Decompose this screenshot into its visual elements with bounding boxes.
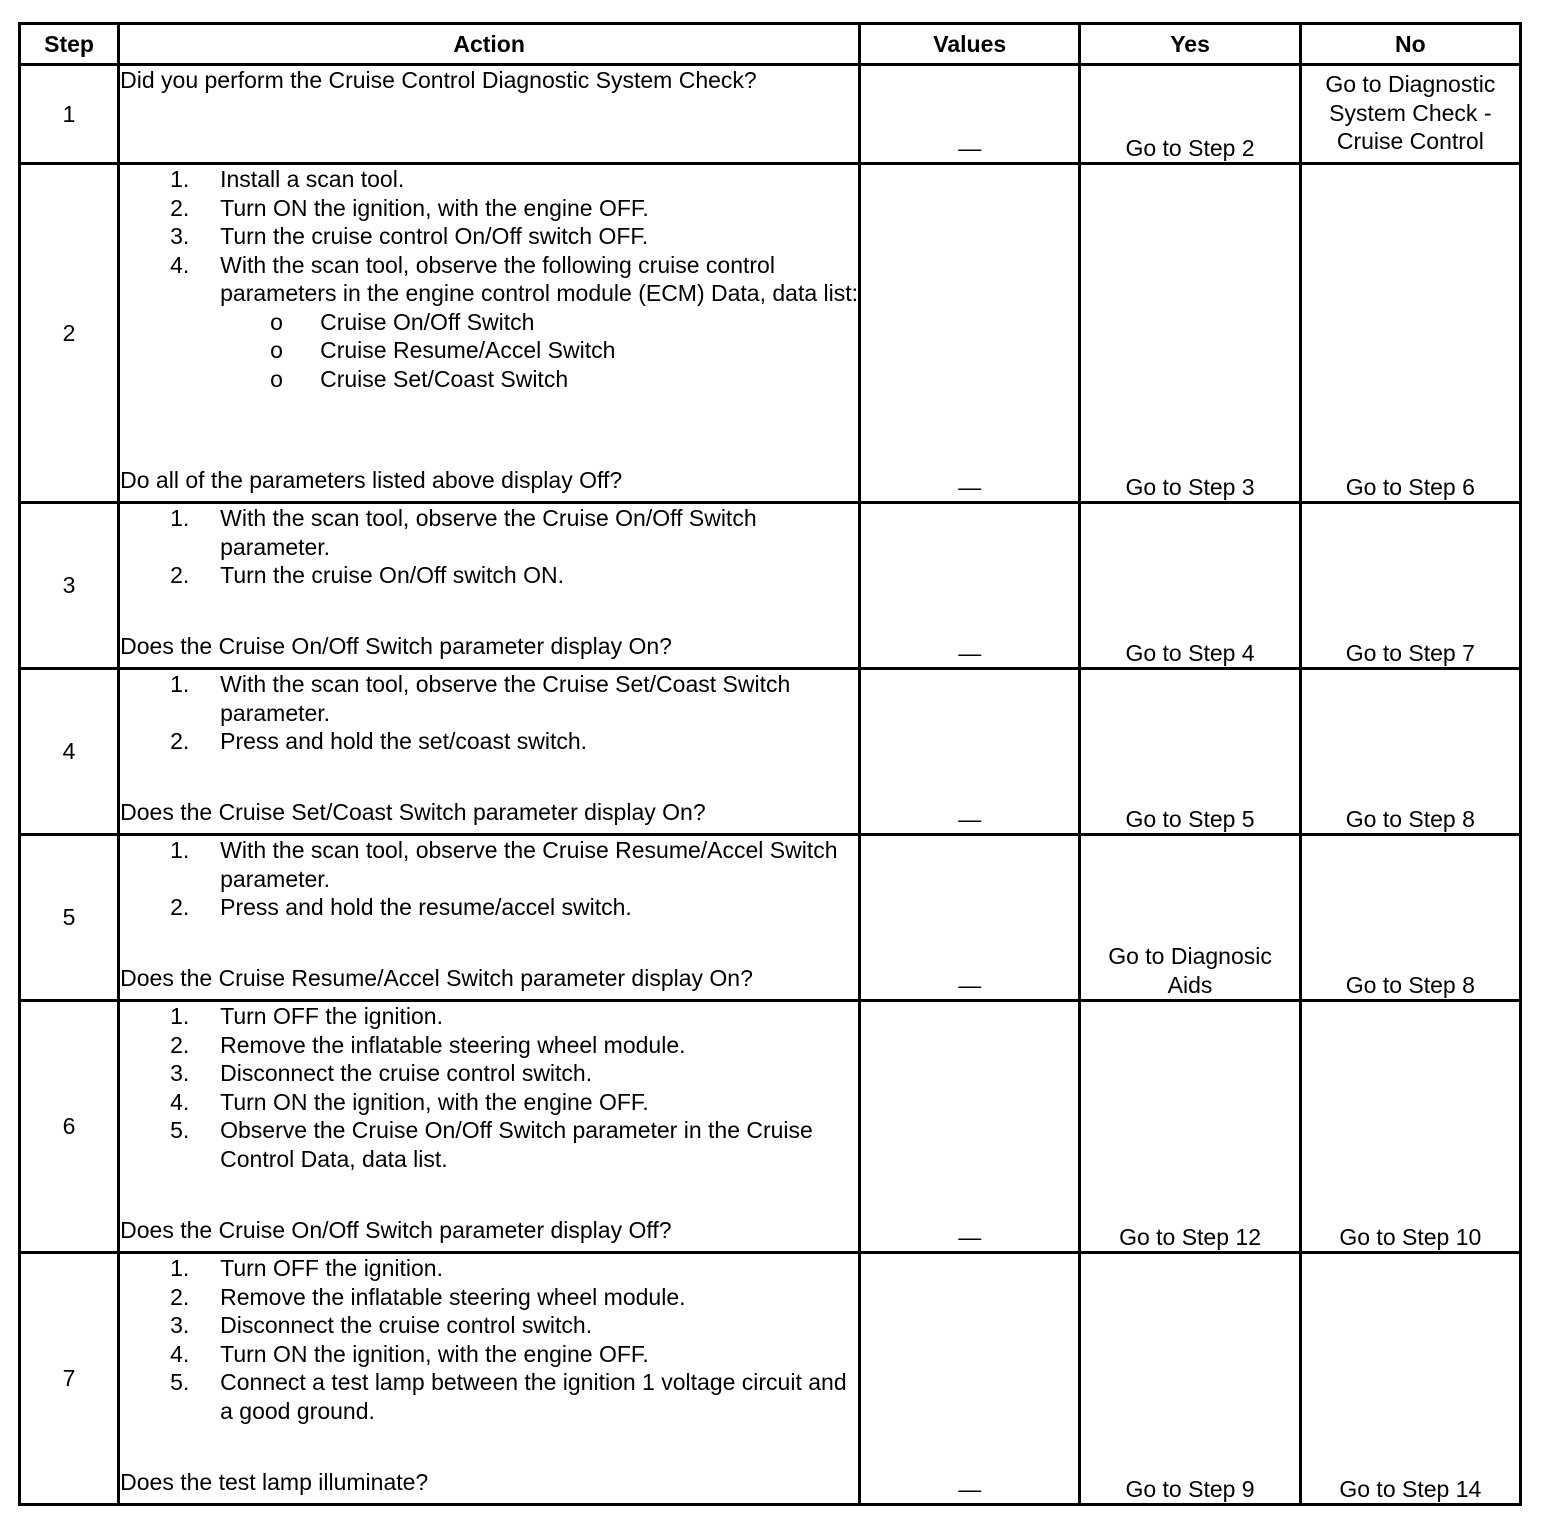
action-cell [119,835,860,1001]
action-cell [119,669,860,835]
action-step: 4. With the scan tool, observe the following cruise control parameters in the engine control module (ECM) Data, data list: [170,251,859,306]
action-step: 2. Turn ON the ignition, with the engine OFF. [170,194,649,221]
action-step: 4. Turn ON the ignition, with the engine OFF. [170,1340,649,1367]
table-row [20,503,1521,669]
action-step: 1. With the scan tool, observe the Cruise On/Off Switch parameter. [170,505,757,560]
action-question: Does the Cruise Resume/Accel Switch parameter display On? [120,964,753,991]
action-step: 1. Turn OFF the ignition. [170,1003,443,1029]
action-steps [120,670,858,756]
table-row [20,65,1521,164]
values-cell: — [860,65,1080,164]
action-step: 2. Remove the inflatable steering wheel module. [170,1283,686,1310]
action-question: Does the Cruise On/Off Switch parameter display On? [120,632,672,659]
no-cell: Go to Step 7 [1300,503,1520,669]
action-step: 3. Turn the cruise control On/Off switch OFF. [170,223,649,249]
table-row [20,669,1521,835]
parameter-item: o Cruise Resume/Accel Switch [270,337,616,363]
yes-cell: Go to Step 4 [1080,503,1300,669]
header-row [20,24,1521,65]
parameter-item: o Cruise Set/Coast Switch [270,365,569,392]
action-step: 2. Remove the inflatable steering wheel module. [170,1031,686,1058]
yes-cell: Go to Step 3 [1080,164,1300,503]
action-step: 1. Install a scan tool. [170,166,405,192]
no-cell: Go to Step 10 [1300,1001,1520,1253]
action-step: 2. Turn the cruise On/Off switch ON. [170,562,564,588]
yes-cell: Go to Step 9 [1080,1253,1300,1505]
action-cell [119,65,860,164]
values-cell: — [860,669,1080,835]
header-step: Step [20,24,119,65]
table-row [20,1253,1521,1505]
values-cell: — [860,503,1080,669]
header-yes: Yes [1080,24,1300,65]
action-steps [120,836,858,922]
action-steps [120,504,858,590]
step-number: 3 [20,503,119,669]
step-number: 6 [20,1001,119,1253]
action-step: 1. With the scan tool, observe the Cruise Set/Coast Switch parameter. [170,671,791,726]
action-step: 1. With the scan tool, observe the Cruise Resume/Accel Switch parameter. [170,837,838,892]
step-number: 4 [20,669,119,835]
action-question: Does the Cruise Set/Coast Switch parameter display On? [120,798,706,825]
header-values: Values [860,24,1080,65]
no-cell: Go to Step 6 [1300,164,1520,503]
no-cell: Go to Step 8 [1300,669,1520,835]
step-number: 2 [20,164,119,503]
action-step: 3. Disconnect the cruise control switch. [170,1312,593,1338]
no-cell: Go to Step 8 [1300,835,1520,1001]
action-cell [119,164,860,503]
action-cell [119,1253,860,1505]
action-steps [120,1002,858,1173]
values-cell: — [860,164,1080,503]
step-number: 5 [20,835,119,1001]
action-step: 5. Connect a test lamp between the ignition 1 voltage circuit and a good ground. [170,1369,847,1424]
yes-cell: Go to Diagnosic Aids [1080,835,1300,1001]
action-question: Did you perform the Cruise Control Diagnostic System Check? [120,67,757,93]
table-row [20,164,1521,503]
diagnostic-table [18,22,1522,1506]
action-steps [120,165,858,308]
yes-cell: Go to Step 5 [1080,669,1300,835]
action-question: Does the test lamp illuminate? [120,1468,429,1495]
step-number: 7 [20,1253,119,1505]
action-step: 2. Press and hold the set/coast switch. [170,728,588,754]
header-no: No [1300,24,1520,65]
action-question: Do all of the parameters listed above display Off? [120,466,623,493]
values-cell: — [860,835,1080,1001]
table-row [20,1001,1521,1253]
yes-cell: Go to Step 12 [1080,1001,1300,1253]
action-cell [119,503,860,669]
step-number: 1 [20,65,119,164]
action-step: 3. Disconnect the cruise control switch. [170,1060,593,1086]
action-step: 1. Turn OFF the ignition. [170,1255,443,1281]
action-steps [120,1254,858,1425]
table-row [20,835,1521,1001]
action-step: 2. Press and hold the resume/accel switch. [170,894,632,920]
parameter-list [120,308,858,394]
parameter-item: o Cruise On/Off Switch [270,308,535,335]
no-cell: Go to Diagnostic System Check - Cruise Control [1300,65,1520,164]
header-action: Action [119,24,860,65]
action-step: 5. Observe the Cruise On/Off Switch parameter in the Cruise Control Data, data list. [170,1117,813,1172]
no-cell: Go to Step 14 [1300,1253,1520,1505]
yes-cell: Go to Step 2 [1080,65,1300,164]
action-step: 4. Turn ON the ignition, with the engine OFF. [170,1088,649,1115]
action-question: Does the Cruise On/Off Switch parameter display Off? [120,1216,672,1243]
action-cell [119,1001,860,1253]
values-cell: — [860,1001,1080,1253]
values-cell: — [860,1253,1080,1505]
